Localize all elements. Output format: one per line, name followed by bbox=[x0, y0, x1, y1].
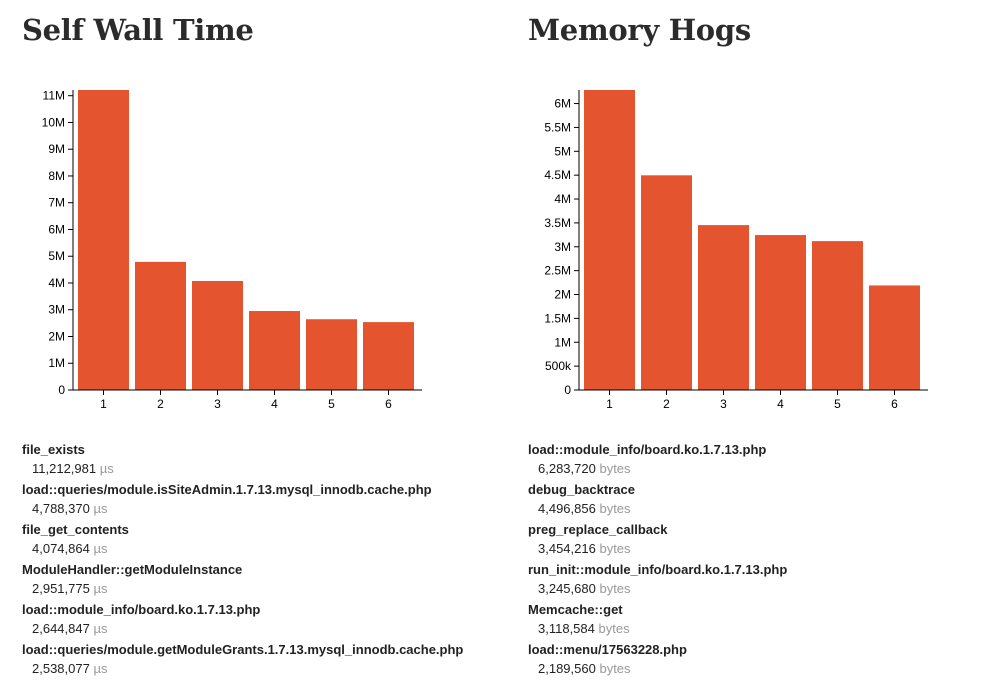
chart-title: Self Wall Time bbox=[22, 13, 254, 47]
bar bbox=[641, 175, 692, 390]
self-wall-time-chart bbox=[22, 80, 442, 420]
function-name: load::module_info/board.ko.1.7.13.php bbox=[528, 442, 767, 457]
unit-label: µs bbox=[93, 621, 108, 636]
x-tick-label: 4 bbox=[271, 397, 278, 411]
unit-label: bytes bbox=[599, 541, 631, 556]
y-tick-label: 5M bbox=[48, 249, 65, 264]
y-tick-label: 0 bbox=[564, 383, 571, 397]
unit-label: µs bbox=[93, 541, 108, 556]
y-tick-label: 2M bbox=[554, 287, 571, 302]
list-item bbox=[528, 641, 787, 681]
x-tick-label: 2 bbox=[663, 397, 670, 411]
x-tick-label: 1 bbox=[100, 397, 107, 411]
y-tick-label: 0 bbox=[58, 383, 65, 397]
function-name: Memcache::get bbox=[528, 602, 623, 617]
function-value: 4,496,856 bbox=[538, 501, 596, 516]
function-name: load::menu/17563228.php bbox=[528, 642, 687, 657]
y-tick-label: 1.5M bbox=[544, 311, 571, 326]
function-name: load::queries/module.isSiteAdmin.1.7.13.mysql_innodb.cache.php bbox=[22, 482, 432, 497]
function-name: load::module_info/board.ko.1.7.13.php bbox=[22, 602, 261, 617]
bar bbox=[135, 262, 186, 390]
function-value: 3,245,680 bbox=[538, 581, 596, 596]
function-name: file_exists bbox=[22, 442, 85, 457]
bar bbox=[363, 322, 414, 390]
list-item bbox=[22, 641, 463, 681]
memory-hogs-panel bbox=[528, 0, 981, 676]
list-item bbox=[528, 601, 787, 641]
function-value: 3,118,584 bbox=[538, 621, 595, 636]
function-name: file_get_contents bbox=[22, 522, 129, 537]
bar bbox=[306, 319, 357, 390]
bar bbox=[755, 235, 806, 390]
function-value: 6,283,720 bbox=[538, 461, 596, 476]
chart-title: Memory Hogs bbox=[528, 13, 751, 47]
list-item bbox=[528, 481, 787, 521]
self-wall-time-list bbox=[22, 441, 463, 681]
memory-hogs-list bbox=[528, 441, 787, 681]
unit-label: µs bbox=[93, 661, 108, 676]
bar bbox=[869, 285, 920, 390]
function-value: 2,189,560 bbox=[538, 661, 596, 676]
list-item bbox=[22, 441, 463, 481]
unit-label: bytes bbox=[598, 621, 630, 636]
unit-label: bytes bbox=[599, 581, 631, 596]
list-item bbox=[22, 481, 463, 521]
unit-label: µs bbox=[93, 501, 108, 516]
y-tick-label: 3M bbox=[554, 239, 571, 254]
function-name: load::queries/module.getModuleGrants.1.7.13.mysql_innodb.cache.php bbox=[22, 642, 464, 657]
x-tick-label: 6 bbox=[891, 397, 898, 411]
x-tick-label: 5 bbox=[834, 397, 841, 411]
function-value: 2,644,847 bbox=[32, 621, 90, 636]
y-tick-label: 5M bbox=[554, 144, 571, 159]
unit-label: µs bbox=[99, 461, 114, 476]
list-item bbox=[528, 561, 787, 601]
y-tick-label: 11M bbox=[42, 88, 65, 103]
y-tick-label: 10M bbox=[41, 115, 65, 130]
y-tick-label: 4M bbox=[554, 192, 571, 207]
x-tick-label: 4 bbox=[777, 397, 784, 411]
self-wall-time-panel bbox=[22, 0, 492, 676]
list-item bbox=[22, 521, 463, 561]
y-tick-label: 7M bbox=[48, 195, 65, 210]
y-tick-label: 9M bbox=[48, 142, 65, 157]
bar bbox=[698, 225, 749, 390]
y-tick-label: 6M bbox=[554, 96, 571, 111]
bar bbox=[249, 311, 300, 390]
function-value: 11,212,981 bbox=[32, 461, 97, 476]
bar bbox=[192, 281, 243, 390]
x-tick-label: 5 bbox=[328, 397, 335, 411]
bar bbox=[78, 90, 129, 390]
y-tick-label: 6M bbox=[48, 222, 65, 237]
x-tick-label: 1 bbox=[606, 397, 613, 411]
unit-label: bytes bbox=[599, 501, 631, 516]
y-tick-label: 1M bbox=[554, 335, 571, 350]
y-tick-label: 2.5M bbox=[544, 263, 571, 278]
x-tick-label: 6 bbox=[385, 397, 392, 411]
y-tick-label: 5.5M bbox=[544, 120, 571, 135]
y-tick-label: 4.5M bbox=[544, 168, 571, 183]
function-value: 2,951,775 bbox=[32, 581, 90, 596]
y-tick-label: 2M bbox=[48, 329, 65, 344]
y-tick-label: 1M bbox=[48, 356, 65, 371]
function-value: 4,788,370 bbox=[32, 501, 90, 516]
x-tick-label: 2 bbox=[157, 397, 164, 411]
unit-label: µs bbox=[93, 581, 108, 596]
list-item bbox=[528, 441, 787, 481]
function-name: run_init::module_info/board.ko.1.7.13.php bbox=[528, 562, 788, 577]
function-name: debug_backtrace bbox=[528, 482, 635, 497]
y-tick-label: 500k bbox=[544, 359, 571, 374]
function-name: preg_replace_callback bbox=[528, 522, 668, 537]
list-item bbox=[528, 521, 787, 561]
y-tick-label: 4M bbox=[48, 275, 65, 290]
list-item bbox=[22, 561, 463, 601]
x-tick-label: 3 bbox=[720, 397, 727, 411]
x-tick-label: 3 bbox=[214, 397, 221, 411]
function-value: 2,538,077 bbox=[32, 661, 90, 676]
y-tick-label: 3.5M bbox=[544, 215, 571, 230]
function-name: ModuleHandler::getModuleInstance bbox=[22, 562, 243, 577]
list-item bbox=[22, 601, 463, 641]
y-tick-label: 8M bbox=[48, 168, 65, 183]
function-value: 3,454,216 bbox=[538, 541, 596, 556]
function-value: 4,074,864 bbox=[32, 541, 90, 556]
unit-label: bytes bbox=[599, 461, 631, 476]
bar bbox=[584, 90, 635, 390]
memory-hogs-chart bbox=[528, 80, 948, 420]
bar bbox=[812, 241, 863, 390]
unit-label: bytes bbox=[599, 661, 631, 676]
y-tick-label: 3M bbox=[48, 302, 65, 317]
